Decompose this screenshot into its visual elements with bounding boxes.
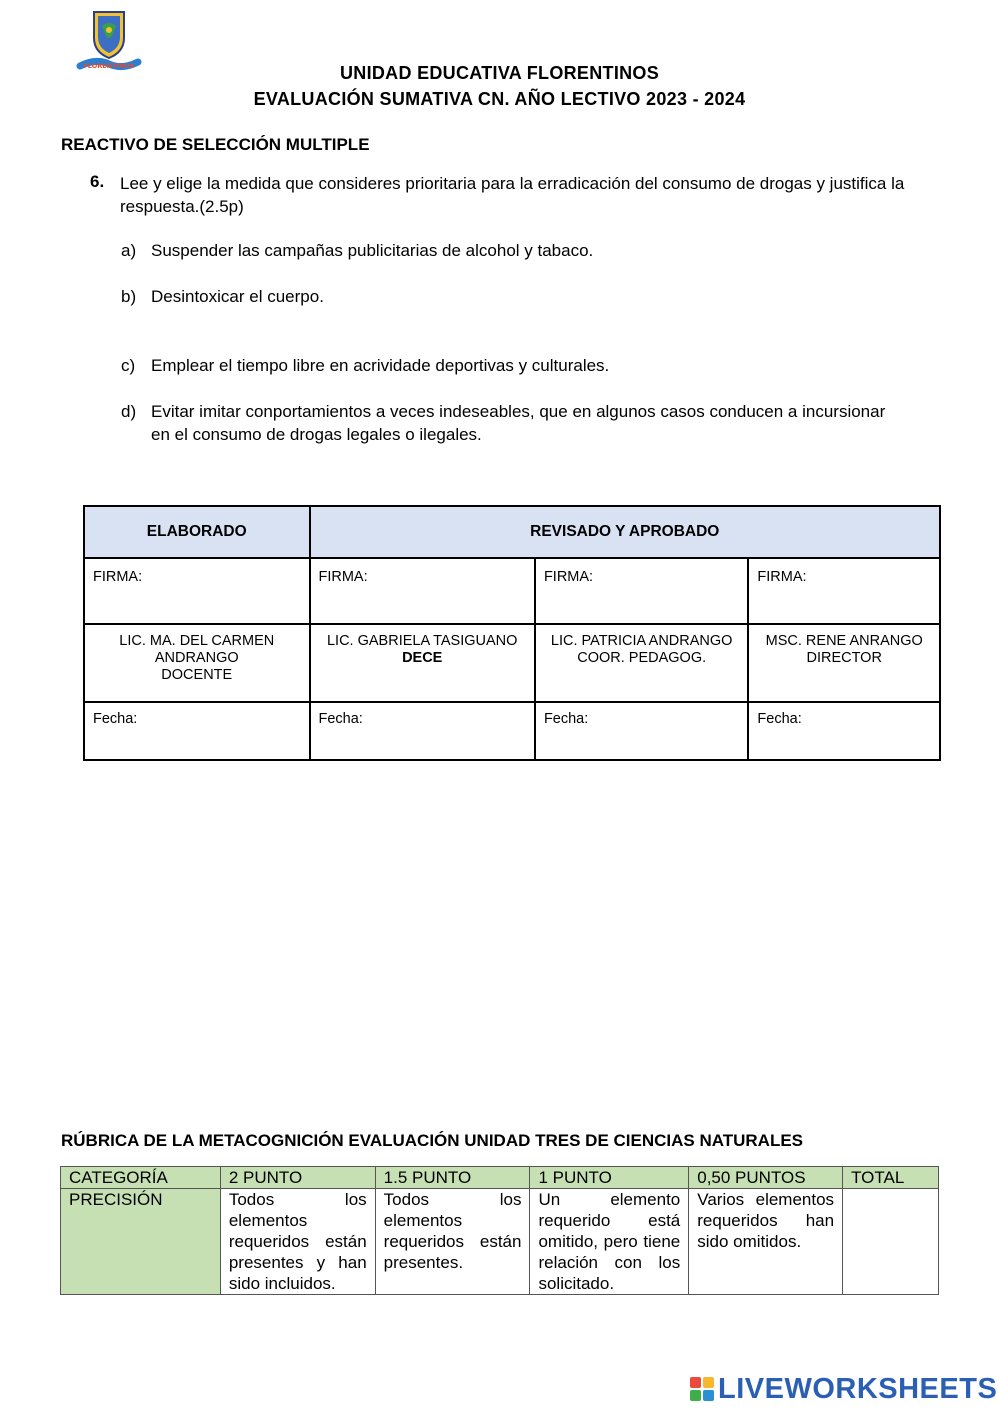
rubric-cell: Todos los elementos requeridos están presentes y han sido incluidos. bbox=[220, 1189, 375, 1295]
option-text: Emplear el tiempo libre en acrividade deportivas y culturales. bbox=[151, 356, 610, 375]
question-number: 6. bbox=[90, 172, 105, 191]
rubric-cell: Varios elementos requeridos han sido omitidos. bbox=[689, 1189, 843, 1295]
elaborado-header: ELABORADO bbox=[84, 506, 310, 558]
firma-cell[interactable]: FIRMA: bbox=[535, 558, 748, 624]
rubric-header: CATEGORÍA bbox=[61, 1167, 221, 1189]
exam-title: EVALUACIÓN SUMATIVA CN. AÑO LECTIVO 2023 - 2024 bbox=[253, 89, 746, 109]
question-text: Lee y elige la medida que consideres prioritaria para la erradicación del consumo de drogas y justifica la respuesta.(2.5p) bbox=[120, 174, 905, 216]
rubric-cell: Un elemento requerido está omitido, pero tiene relación con los solicitado. bbox=[530, 1189, 689, 1295]
fecha-row bbox=[84, 702, 940, 760]
option-d[interactable] bbox=[121, 400, 891, 446]
firma-cell[interactable]: FIRMA: bbox=[748, 558, 940, 624]
rubric-row bbox=[61, 1189, 939, 1295]
brand-squares-icon bbox=[690, 1377, 714, 1401]
signer-name: MSC. RENE ANRANGO bbox=[765, 633, 923, 649]
option-text: Desintoxicar el cuerpo. bbox=[151, 287, 324, 306]
signer-name: LIC. PATRICIA ANDRANGO bbox=[550, 633, 733, 649]
rubric-category: PRECISIÓN bbox=[61, 1189, 221, 1295]
brand-name: LIVEWORKSHEETS bbox=[718, 1372, 998, 1405]
option-a[interactable] bbox=[121, 239, 891, 262]
signer-director bbox=[748, 624, 940, 702]
signer-name: LIC. MA. DEL CARMEN bbox=[119, 633, 275, 649]
signer-name: ANDRANGO bbox=[154, 650, 239, 666]
option-letter: d) bbox=[121, 402, 137, 421]
section-title: REACTIVO DE SELECCIÓN MULTIPLE bbox=[61, 135, 370, 154]
signer-role: DOCENTE bbox=[161, 667, 233, 683]
option-text: Suspender las campañas publicitarias de alcohol y tabaco. bbox=[151, 241, 594, 260]
rubric-header: 0,50 PUNTOS bbox=[689, 1167, 843, 1189]
revisado-header: REVISADO Y APROBADO bbox=[310, 506, 941, 558]
signer-dece bbox=[310, 624, 535, 702]
rubric-cell: Todos los elementos requeridos están presentes. bbox=[375, 1189, 530, 1295]
liveworksheets-logo bbox=[690, 1372, 998, 1405]
brand-square bbox=[703, 1377, 714, 1388]
signer-role: DECE bbox=[402, 650, 443, 666]
firma-row bbox=[84, 558, 940, 624]
option-text: Evitar imitar conportamientos a veces indeseables, que en algunos casos conducen a incursionar en el consumo de drogas legales o ilegales. bbox=[151, 402, 886, 444]
firma-cell[interactable]: FIRMA: bbox=[84, 558, 310, 624]
option-c[interactable] bbox=[121, 354, 891, 377]
brand-square bbox=[703, 1390, 714, 1401]
signer-coordinador bbox=[535, 624, 748, 702]
option-letter: c) bbox=[121, 356, 136, 375]
signer-role: DIRECTOR bbox=[806, 650, 882, 666]
signer-role: COOR. PEDAGOG. bbox=[577, 650, 707, 666]
rubric-header: 1.5 PUNTO bbox=[375, 1167, 530, 1189]
option-letter: b) bbox=[121, 287, 137, 306]
rubric-total-cell[interactable] bbox=[843, 1189, 939, 1295]
rubric-title: RÚBRICA DE LA METACOGNICIÓN EVALUACIÓN UNIDAD TRES DE CIENCIAS NATURALES bbox=[61, 1131, 804, 1150]
brand-square bbox=[690, 1390, 701, 1401]
signature-header-row bbox=[84, 506, 940, 558]
signer-name: LIC. GABRIELA TASIGUANO bbox=[326, 633, 518, 649]
fecha-cell[interactable]: Fecha: bbox=[535, 702, 748, 760]
option-b[interactable] bbox=[121, 285, 891, 308]
names-row bbox=[84, 624, 940, 702]
rubric-header-row bbox=[61, 1167, 939, 1189]
fecha-cell[interactable]: Fecha: bbox=[310, 702, 535, 760]
rubric-header: 2 PUNTO bbox=[220, 1167, 375, 1189]
fecha-cell[interactable]: Fecha: bbox=[748, 702, 940, 760]
rubric-header: 1 PUNTO bbox=[530, 1167, 689, 1189]
fecha-cell[interactable]: Fecha: bbox=[84, 702, 310, 760]
school-name: UNIDAD EDUCATIVA FLORENTINOS bbox=[339, 63, 660, 83]
option-letter: a) bbox=[121, 241, 137, 260]
rubric-header: TOTAL bbox=[843, 1167, 939, 1189]
rubric-table bbox=[60, 1166, 939, 1295]
firma-cell[interactable]: FIRMA: bbox=[310, 558, 535, 624]
logo-wordmark: FLORENTINOS bbox=[83, 62, 135, 70]
signature-table bbox=[83, 505, 941, 761]
signer-docente bbox=[84, 624, 310, 702]
brand-square bbox=[690, 1377, 701, 1388]
